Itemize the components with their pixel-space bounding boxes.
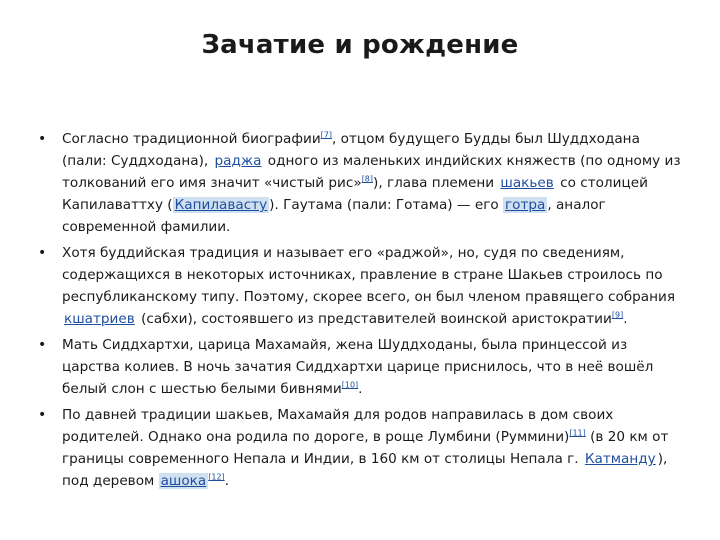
reference-link[interactable]: [7] [320,130,333,140]
bullet-item [36,334,686,400]
text: По давней традиции шакьев, Махамайя для родов направилась в дом своих родителей. Однако она родила по дороге, в роще Лумбини (Руммини) [62,407,614,445]
link-ashoka[interactable]: ашока [160,473,207,489]
reference-link[interactable]: [9] [611,310,624,320]
text: Хотя буддийская традиция и называет его «раджой», но, судя по сведениям, содержащихся в некоторых источниках, правление в стране Шакьев строилось по республиканскому типу. Поэтому, скорее всего, он был членом правящего собрания [62,245,676,305]
reference-link[interactable]: [12] [208,472,225,482]
link-kshatriya[interactable]: кшатриев [64,311,135,327]
link-radzha[interactable]: раджа [214,153,262,169]
text: , аналог современной фамилии. [62,197,606,235]
text: (в 20 км от границы современного Непала и Индии, в 160 км от столицы Непала г. [62,429,669,467]
bullet-list [36,128,686,496]
link-gotra[interactable]: готра [504,197,546,213]
text: ). Гаутама (пали: Готама) — его [269,197,503,213]
bullet-item [36,242,686,330]
text: Мать Сиддхартхи, царица Махамайя, жена Шуддходаны, была принцессой из царства колиев. В ночь зачатия Сиддхартхи царице приснилось, что в неё вошёл белый слон с шестью белыми бивнями [62,337,654,397]
text: , отцом будущего Будды был Шуддходана (пали: Суддходана), [62,131,640,169]
slide-title: Зачатие и рождение [201,30,519,60]
bullet-dot: • [38,407,47,423]
text: . [224,473,229,489]
text: . [358,381,363,397]
bullet-item [36,128,686,238]
text: со столицей Капилаваттху ( [62,175,648,213]
text: ), глава племени [373,175,499,191]
bullet-dot: • [38,337,47,353]
bullet-dot: • [38,131,47,147]
text: . [623,311,628,327]
text: ), под деревом [62,451,668,489]
link-kapilavastu[interactable]: Капилавасту [174,197,268,213]
bullet-dot: • [38,245,47,261]
text: (сабхи), состоявшего из представителей воинской аристократии [136,311,612,327]
text: одного из маленьких индийских княжеств (по одному из толкований его имя значит «чистый рис» [62,153,681,191]
reference-link[interactable]: [11] [569,428,586,438]
reference-link[interactable]: [8] [361,174,374,184]
text: Согласно традиционной биографии [62,131,321,147]
reference-link[interactable]: [10] [341,380,359,390]
link-shakya[interactable]: шакьев [500,175,554,191]
bullet-item [36,404,686,492]
link-kathmandu[interactable]: Катманду [584,451,656,467]
